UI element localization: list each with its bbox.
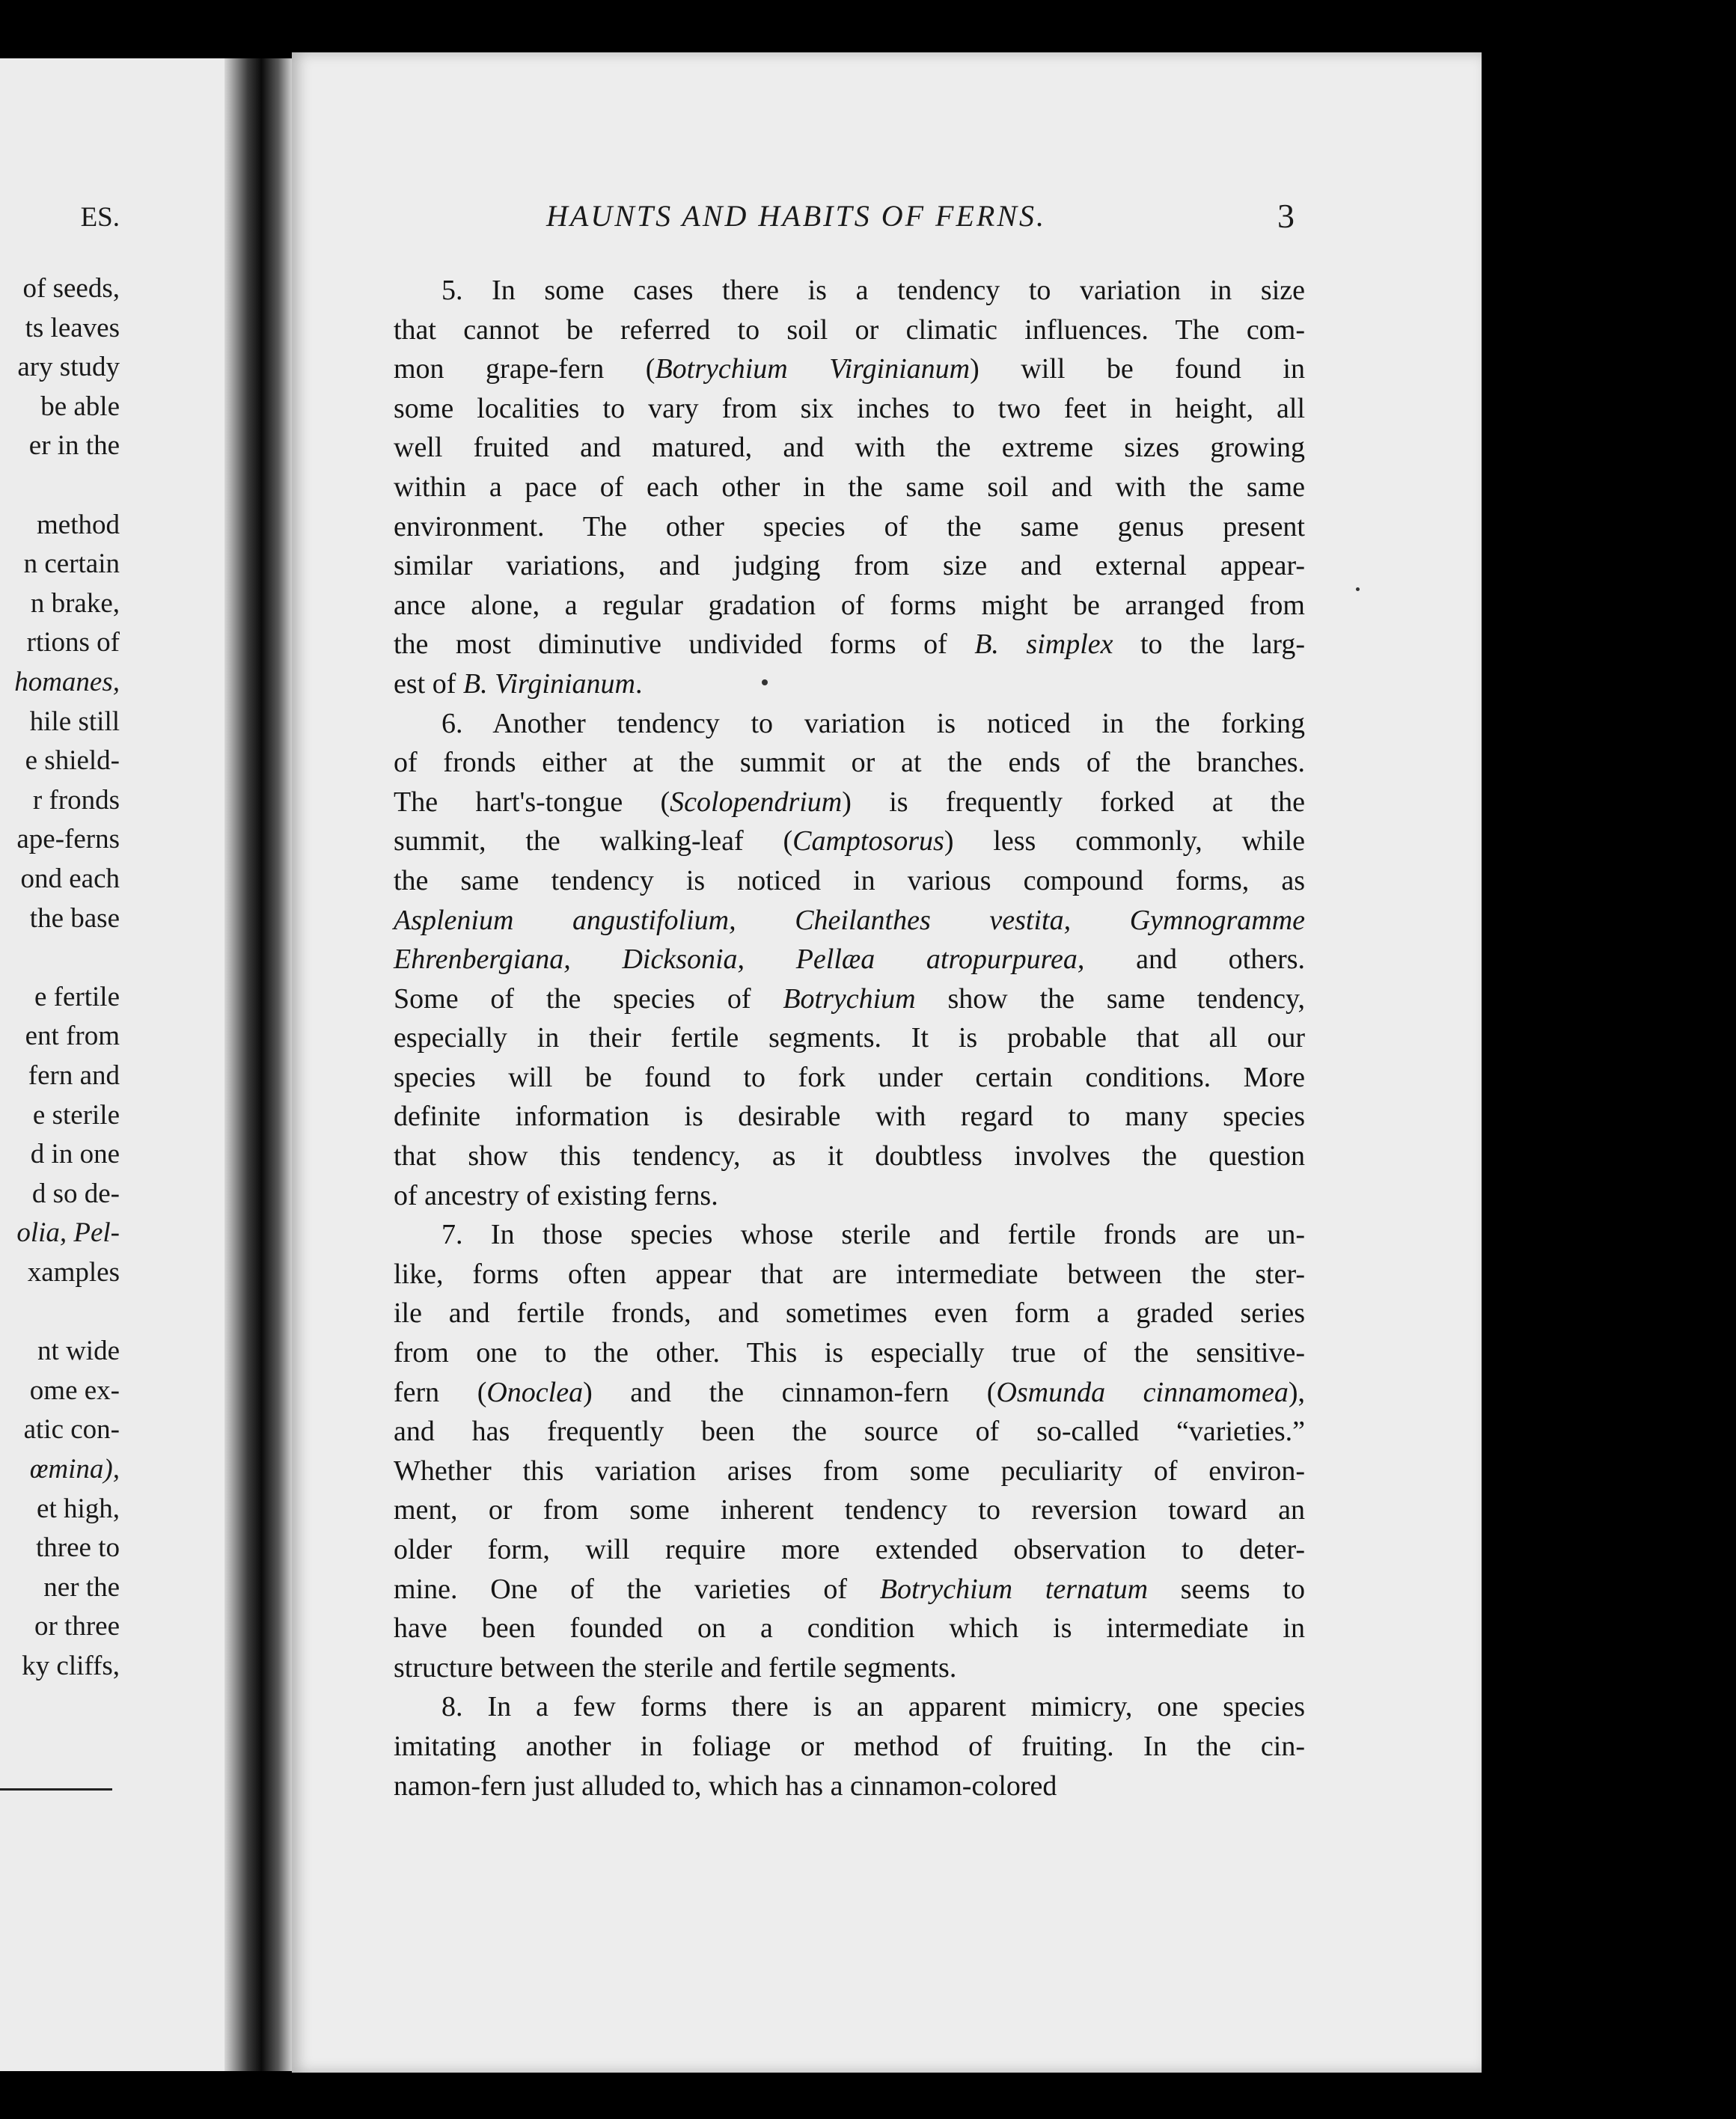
text-segment: summit, the walking-leaf ( (394, 825, 793, 857)
italic-segment: Scolopendrium (670, 786, 843, 818)
text-segment: the most diminutive undivided forms of (394, 629, 975, 661)
text-segment: environment. The other species of the same genus present (394, 510, 1305, 542)
italic-segment: Ehrenbergiana, Dicksonia, Pellæa atropurpurea, (394, 944, 1085, 976)
text-segment: ance alone, a regular gradation of forms might be arranged from (394, 589, 1305, 621)
facing-page-line: olia, Pel- (16, 1217, 120, 1249)
facing-page-line: et high, (37, 1493, 120, 1524)
facing-page-line: e fertile (34, 981, 120, 1012)
text-segment: namon-fern just alluded to, which has a cinnamon-colored (394, 1770, 1057, 1802)
text-line (394, 1097, 1305, 1137)
text-line (394, 979, 1305, 1019)
text-segment: of fronds either at the summit or at the ends of the branches. (394, 747, 1305, 779)
footnote-rule (0, 1788, 112, 1791)
facing-page-line: nt wide (37, 1336, 120, 1367)
text-segment: ), (1288, 1376, 1305, 1408)
facing-page-line: d so de- (31, 1178, 120, 1209)
facing-page-line: ts leaves (25, 312, 120, 343)
text-line (394, 1333, 1305, 1373)
text-line (394, 507, 1305, 547)
text-segment: seems to (1148, 1573, 1305, 1605)
text-line (394, 1255, 1305, 1294)
text-segment: show the same tendency, (915, 982, 1305, 1015)
facing-page-line: fern and (28, 1060, 120, 1091)
text-segment: within a pace of each other in the same soil and with the same (394, 471, 1305, 503)
text-line (394, 783, 1305, 822)
text-line (394, 1530, 1305, 1570)
text-segment: fern ( (394, 1376, 487, 1408)
text-line (394, 349, 1305, 389)
facing-page-line: e sterile (32, 1099, 120, 1131)
italic-segment: Botrychium (783, 982, 916, 1015)
facing-page-line: homanes, (14, 667, 120, 697)
facing-page-line: e shield- (25, 745, 120, 777)
italic-segment: Onoclea (486, 1376, 584, 1408)
facing-page-line: ary study (17, 352, 120, 383)
facing-page-line: rtions of (26, 627, 120, 658)
page-number: 3 (1277, 197, 1295, 235)
text-segment: well fruited and matured, and with the extreme sizes growing (394, 432, 1305, 464)
text-line (394, 1727, 1305, 1767)
text-segment: have been founded on a condition which is intermediate in (394, 1612, 1305, 1645)
text-segment: ) and the cinnamon-fern ( (583, 1376, 997, 1408)
text-segment: of ancestry of existing ferns. (394, 1179, 718, 1211)
text-line (394, 664, 1305, 704)
facing-page-line: atic con- (23, 1414, 120, 1446)
text-line (394, 1570, 1305, 1609)
text-line (394, 1018, 1305, 1058)
facing-page-line: œmina), (29, 1454, 120, 1484)
facing-page-line: er in the (28, 430, 120, 462)
text-line (394, 861, 1305, 901)
text-segment: some localities to vary from six inches to two feet in height, all (394, 392, 1305, 424)
text-segment: Whether this variation arises from some peculiarity of environ- (394, 1455, 1305, 1487)
text-segment: structure between the sterile and fertile segments. (394, 1651, 957, 1684)
text-line (394, 1176, 1305, 1216)
text-line (394, 1767, 1305, 1806)
text-segment: mon grape-fern ( (394, 353, 655, 385)
text-segment: 6. Another tendency to variation is noticed in the forking (441, 707, 1305, 739)
text-segment: . (635, 667, 643, 700)
facing-page-line: of seeds, (22, 273, 120, 304)
text-line (394, 1687, 1305, 1727)
facing-page-line: ent from (25, 1021, 120, 1052)
text-line (394, 704, 1305, 744)
text-line (394, 1490, 1305, 1530)
facing-page-line: method (37, 509, 120, 540)
text-segment: definite information is desirable with regard to many species (394, 1101, 1305, 1133)
text-segment: older form, will require more extended observation to deter- (394, 1534, 1305, 1565)
text-line (394, 1452, 1305, 1491)
text-line (394, 1215, 1305, 1255)
text-segment: The hart's-tongue ( (394, 786, 670, 818)
running-head: HAUNTS AND HABITS OF FERNS. (546, 199, 1047, 233)
facing-page-line: ky cliffs, (22, 1651, 120, 1681)
text-segment: 8. In a few forms there is an apparent mimicry, one species (441, 1691, 1305, 1723)
text-line (394, 1373, 1305, 1413)
text-segment: and others. (1084, 944, 1306, 976)
text-segment: est of (394, 667, 463, 700)
text-segment: from one to the other. This is especially true of the sensitive- (394, 1337, 1305, 1369)
italic-segment: Botrychium ternatum (879, 1573, 1149, 1605)
text-segment: ile and fertile fronds, and sometimes even form a graded series (394, 1297, 1305, 1330)
text-segment: that cannot be referred to soil or climatic influences. The com- (394, 314, 1305, 346)
text-line (394, 1412, 1305, 1452)
text-line (394, 940, 1305, 979)
facing-page-line: the base (29, 902, 120, 934)
text-segment: especially in their fertile segments. It is probable that all our (394, 1022, 1305, 1054)
text-segment: similar variations, and judging from size and external appear- (394, 550, 1305, 582)
text-segment: Some of the species of (394, 982, 783, 1015)
text-line (394, 1294, 1305, 1333)
italic-segment: B. Virginianum (462, 667, 635, 700)
italic-segment: Camptosorus (792, 825, 944, 857)
text-segment: ) less commonly, while (944, 825, 1305, 857)
text-segment: species will be found to fork under certain conditions. More (394, 1061, 1305, 1093)
text-line (394, 1609, 1305, 1648)
facing-page-line: three to (36, 1532, 120, 1564)
text-segment: to the larg- (1113, 629, 1305, 661)
text-segment: 5. In some cases there is a tendency to variation in size (441, 275, 1305, 306)
facing-page-line: n certain (23, 548, 120, 580)
text-segment: mine. One of the varieties of (394, 1573, 880, 1605)
facing-page-line: xamples (27, 1257, 120, 1288)
facing-page-line: r fronds (32, 784, 120, 816)
text-segment: ) is frequently forked at the (842, 786, 1305, 818)
text-line (394, 271, 1305, 311)
italic-segment: Botrychium Virginianum (655, 353, 971, 385)
italic-segment: Asplenium angustifolium, Cheilanthes vestita, Gymnogramme (394, 904, 1305, 936)
facing-page-line: ond each (20, 863, 120, 894)
facing-page (0, 58, 247, 2071)
facing-page-line: ES. (80, 202, 120, 233)
facing-page-line: n brake, (30, 587, 120, 619)
text-line (394, 1058, 1305, 1098)
text-segment: and has frequently been the source of so-called “varieties.” (394, 1416, 1305, 1448)
text-segment: 7. In those species whose sterile and fertile fronds are un- (441, 1219, 1305, 1251)
text-line (394, 901, 1305, 941)
text-segment: ment, or from some inherent tendency to reversion toward an (394, 1494, 1305, 1526)
text-line (394, 546, 1305, 586)
text-line (394, 625, 1305, 664)
text-segment: ) will be found in (970, 353, 1305, 385)
text-line (394, 468, 1305, 507)
text-line (394, 822, 1305, 861)
text-line (394, 311, 1305, 350)
facing-page-line: ome ex- (29, 1375, 120, 1406)
text-line (394, 389, 1305, 429)
body-text (394, 271, 1305, 1805)
text-segment: the same tendency is noticed in various compound forms, as (394, 864, 1305, 896)
text-segment: that show this tendency, as it doubtless involves the question (394, 1140, 1305, 1172)
facing-page-line: hile still (29, 706, 120, 737)
text-line (394, 428, 1305, 468)
facing-page-line: ner the (43, 1571, 120, 1603)
italic-segment: B. simplex (974, 629, 1113, 661)
ink-spot (1356, 587, 1360, 591)
book-gutter (224, 58, 292, 2071)
facing-page-line: be able (40, 391, 120, 422)
text-line (394, 1648, 1305, 1688)
text-line (394, 586, 1305, 626)
text-segment: like, forms often appear that are intermediate between the ster- (394, 1258, 1305, 1290)
text-segment: imitating another in foliage or method of fruiting. In the cin- (394, 1730, 1305, 1762)
italic-segment: Osmunda cinnamomea (996, 1376, 1289, 1408)
facing-page-line: ape-ferns (16, 824, 120, 855)
facing-page-line: or three (34, 1611, 120, 1642)
text-line (394, 743, 1305, 783)
facing-page-line: d in one (30, 1139, 120, 1170)
text-line (394, 1137, 1305, 1176)
